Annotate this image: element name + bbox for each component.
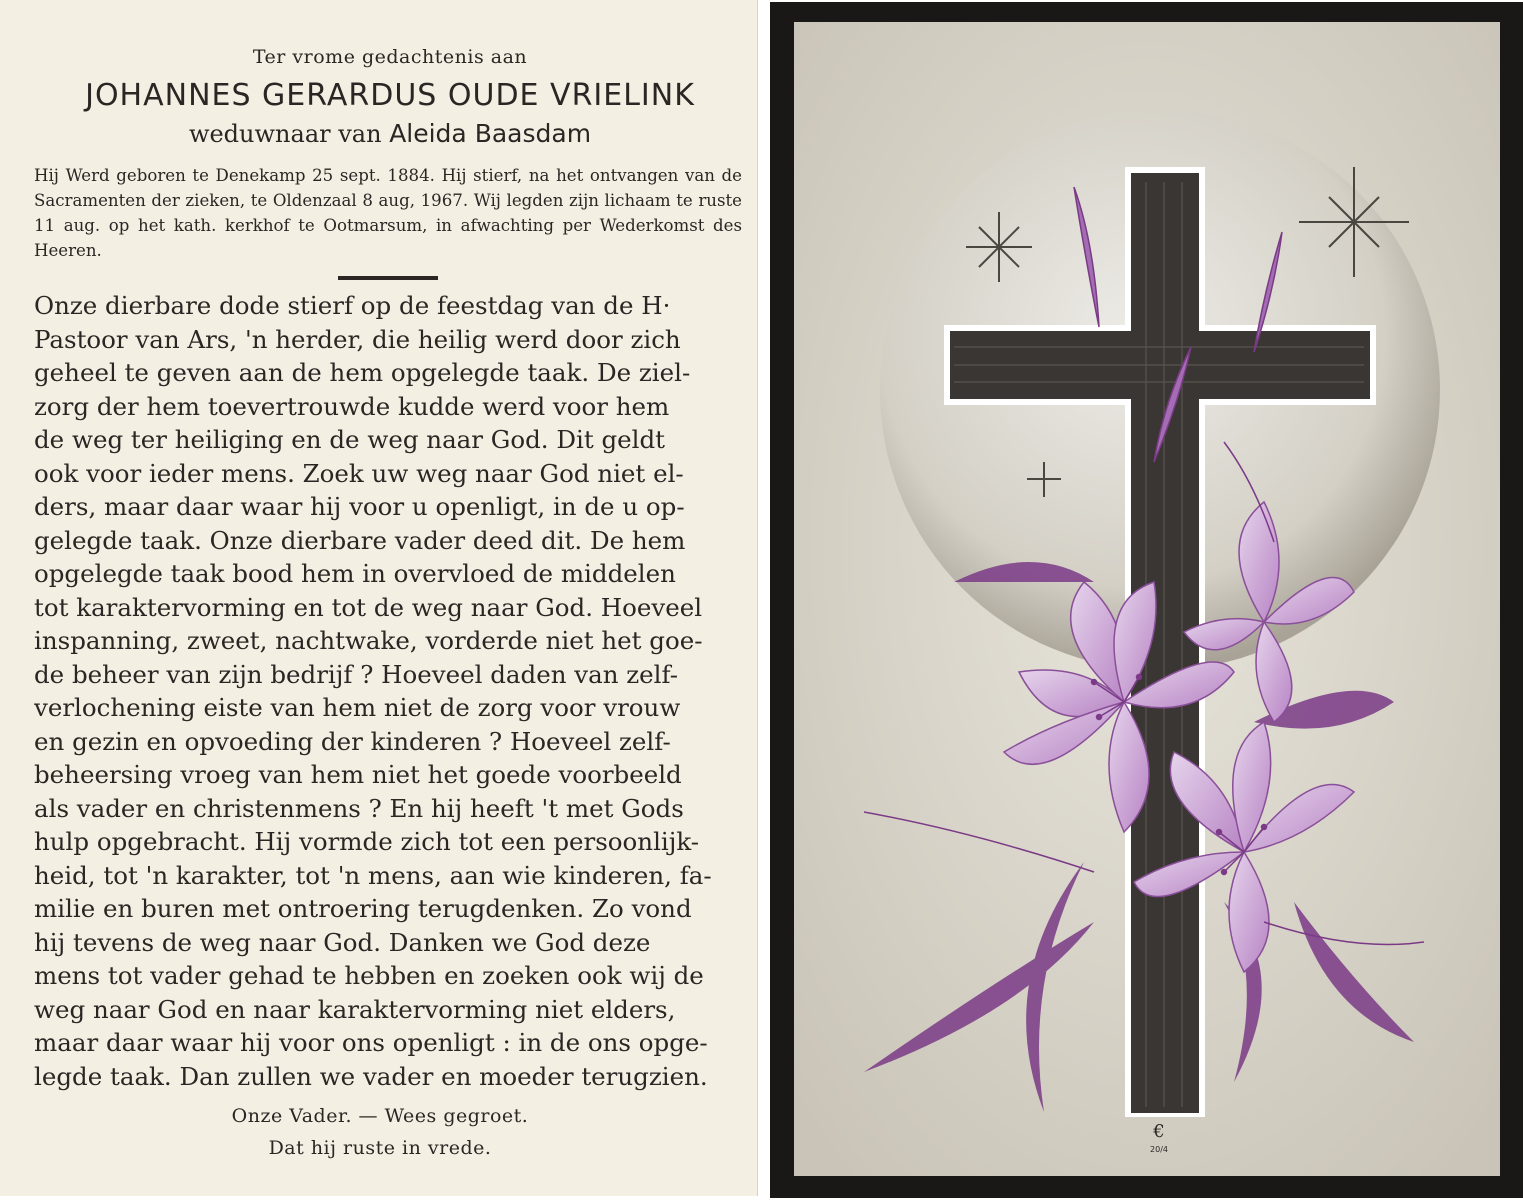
- spouse-name: Aleida Baasdam: [389, 119, 592, 148]
- print-code: 20/4: [1150, 1145, 1168, 1154]
- memorial-text-line: de weg ter heiliging en de weg naar God. Dit geldt: [34, 425, 666, 454]
- memorial-text-line: gelegde taak. Onze dierbare vader deed dit. De hem: [34, 525, 686, 555]
- memorial-card-text-side: [0, 0, 758, 1196]
- card-header: [30, 44, 750, 150]
- memorial-text-line: ook voor ieder mens. Zoek uw weg naar God niet el-: [34, 458, 684, 488]
- prayer-lines: [180, 1100, 580, 1164]
- memorial-text-line: mens tot vader gehad te hebben en zoeken ook wij de: [34, 961, 704, 990]
- intro-line: Ter vrome gedachtenis aan: [252, 46, 528, 68]
- cross-with-lilies-illustration: [794, 22, 1500, 1176]
- memorial-text: [34, 289, 740, 1093]
- memorial-text-line: hij tevens de weg naar God. Danken we God deze: [34, 927, 651, 957]
- prayer-line-1: Onze Vader. — Wees gegroet.: [231, 1105, 529, 1127]
- prayer-line-2: Dat hij ruste in vrede.: [268, 1137, 492, 1159]
- memorial-text-line: legde taak. Dan zullen we vader en moeder terugzien.: [34, 1061, 708, 1091]
- memorial-text-line: verlochening eiste van hem niet de zorg voor vrouw: [34, 693, 681, 722]
- memorial-text-line: de beheer van zijn bedrijf ? Hoeveel daden van zelf-: [34, 659, 678, 689]
- biography: Hij Werd geboren te Denekamp 25 sept. 1884. Hij stierf, na het ontvangen van de Sacramenten der zieken, te Oldenzaal 8 aug, 1967. Wij legden zijn lichaam te ruste 11 aug. op het kath. kerkhof te Ootmarsum, in afwachting per Wederkomst des Heeren.: [34, 166, 742, 260]
- memorial-text-line: weg naar God en naar karaktervorming niet elders,: [34, 994, 676, 1024]
- memorial-text-line: hulp opgebracht. Hij vormde zich tot een persoonlijk-: [34, 827, 700, 856]
- publisher-mark: €: [1153, 1121, 1165, 1142]
- memorial-text-line: geheel te geven aan de hem opgelegde taak. De ziel-: [34, 358, 691, 387]
- memorial-text-line: ders, maar daar waar hij voor u openligt, in de u op-: [34, 492, 685, 521]
- memorial-card-picture-side: [770, 2, 1523, 1198]
- widow-prefix: weduwnaar van: [188, 120, 382, 148]
- memorial-text-line: opgelegde taak bood hem in overvloed de middelen: [34, 559, 676, 588]
- memorial-text-line: Onze dierbare dode stierf op de feestdag van de H·: [34, 291, 671, 320]
- memorial-text-line: maar daar waar hij voor ons openligt : in de ons opge-: [34, 1028, 708, 1057]
- widow-line: [30, 118, 750, 150]
- memorial-text-line: tot karaktervorming en tot de weg naar God. Hoeveel: [34, 592, 703, 622]
- memorial-text-line: milie en buren met ontroering terugdenken. Zo vond: [34, 894, 692, 923]
- memorial-text-line: zorg der hem toevertrouwde kudde werd voor hem: [34, 391, 670, 421]
- memorial-text-line: heid, tot 'n karakter, tot 'n mens, aan wie kinderen, fa-: [34, 860, 712, 890]
- memorial-text-line: Pastoor van Ars, 'n herder, die heilig werd door zich: [34, 324, 681, 354]
- divider-rule: [338, 276, 438, 280]
- memorial-text-line: als vader en christenmens ? En hij heeft 't met Gods: [34, 793, 684, 823]
- memorial-text-line: beheersing vroeg van hem niet het goede voorbeeld: [34, 760, 682, 789]
- deceased-name: JOHANNES GERARDUS OUDE VRIELINK: [85, 78, 695, 113]
- memorial-text-line: inspanning, zweet, nachtwake, vorderde niet het goe-: [34, 626, 703, 655]
- memorial-text-line: en gezin en opvoeding der kinderen ? Hoeveel zelf-: [34, 726, 671, 756]
